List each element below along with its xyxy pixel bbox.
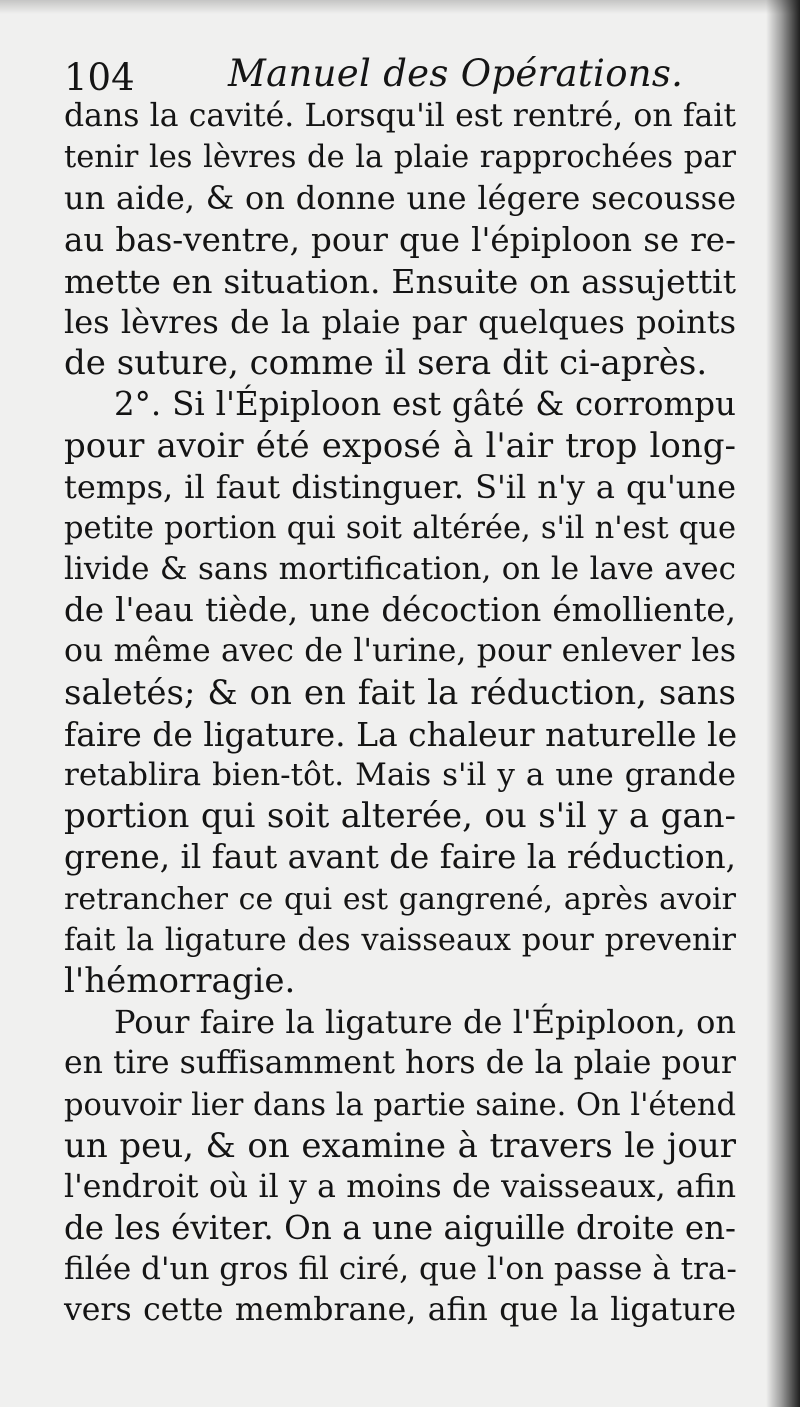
text-line: en tire suffisamment hors de la plaie pour [64, 1045, 736, 1082]
text-line: mette en situation. Ensuite on assujettit [64, 261, 736, 301]
page-header [64, 48, 744, 98]
text-line: pour avoir été exposé à l'air trop long- [64, 425, 736, 466]
page-top-shadow [0, 0, 800, 14]
text-line: saletés; & on en fait la réduction, sans [64, 672, 736, 713]
text-line: faire de ligature. La chaleur naturelle le [64, 714, 738, 754]
binding-shadow [766, 0, 800, 1407]
text-line: retrancher ce qui est gangrené, après avoir [64, 881, 736, 917]
text-line: grene, il faut avant de faire la réduction, [64, 838, 736, 877]
text-line: les lèvres de la plaie par quelques points [64, 302, 736, 341]
text-line: un aide, & on donne une légere secousse [64, 179, 736, 218]
text-line: ou même avec de l'urine, pour enlever les [64, 633, 736, 670]
text-line: un peu, & on examine à travers le jour [64, 1125, 736, 1166]
text-line: l'endroit où il y a moins de vaisseaux, afin [64, 1168, 736, 1205]
text-line: livide & sans mortification, on le lave avec [64, 551, 736, 588]
text-line: tenir les lèvres de la plaie rapprochées par [64, 140, 736, 176]
text-line: filée d'un gros fil ciré, que l'on passe à tra- [64, 1251, 737, 1288]
running-title: Manuel des Opérations. [228, 52, 684, 95]
text-line: vers cette membrane, afin que la ligature [64, 1292, 736, 1329]
page-number: 104 [64, 56, 135, 99]
text-line: de les éviter. On a une aiguille droite en- [64, 1209, 736, 1248]
text-line: l'hémorragie. [64, 960, 296, 1001]
text-line: de suture, comme il sera dit ci-après. [64, 343, 708, 384]
text-line: petite portion qui soit altérée, s'il n'est que [64, 510, 736, 546]
text-line: portion qui soit alterée, ou s'il y a gan- [64, 796, 736, 837]
text-line: de l'eau tiède, une décoction émolliente, [64, 591, 736, 630]
text-line: Pour faire la ligature de l'Épiploon, on [114, 1003, 736, 1042]
text-line: pouvoir lier dans la partie saine. On l'étend [64, 1087, 737, 1123]
text-line: dans la cavité. Lorsqu'il est rentré, on fait [64, 98, 736, 134]
text-line: 2°. Si l'Épiploon est gâté & corrompu [114, 385, 736, 424]
text-line: fait la ligature des vaisseaux pour prevenir [64, 922, 736, 958]
body-text [64, 96, 736, 1332]
text-line: retablira bien-tôt. Mais s'il y a une grande [64, 757, 736, 793]
text-line: au bas-ventre, pour que l'épiploon se re- [64, 220, 736, 259]
text-line: temps, il faut distinguer. S'il n'y a qu'une [64, 467, 736, 506]
